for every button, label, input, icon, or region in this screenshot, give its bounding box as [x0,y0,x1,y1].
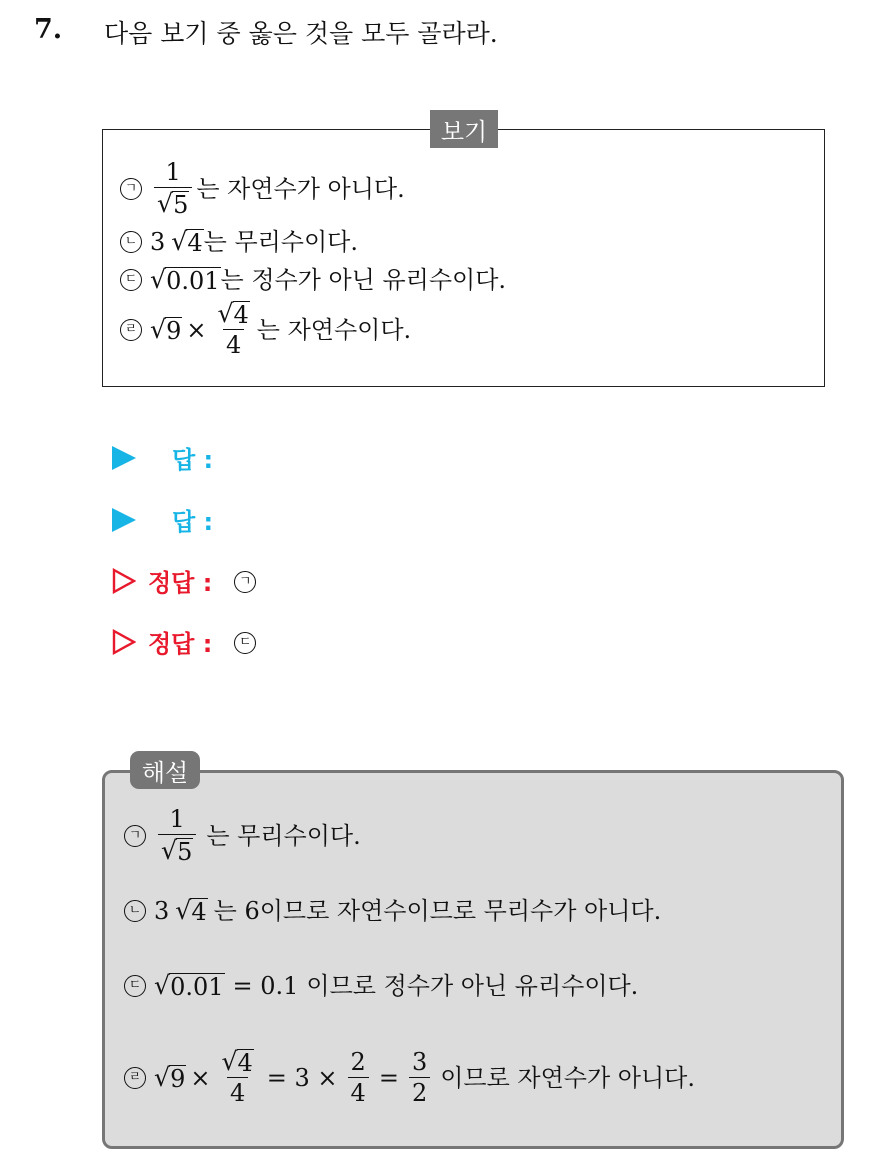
fraction: √ 4 4 [217,299,249,360]
item-text: 이므로 정수가 아닌 유리수이다. [306,972,639,1000]
equation: = 0.1 [232,972,299,1000]
bogi-item-3 [120,267,506,293]
fraction: √ 4 4 [221,1047,253,1108]
bogi-item-1 [120,158,405,220]
outline-triangle-icon [112,629,136,655]
sqrt: √ 9 [150,314,182,345]
item-text: 는 무리수이다. [206,821,361,850]
answer-row-1 [112,440,213,475]
sqrt: √ 4 [221,1047,253,1077]
marker: ㄹ [124,1067,146,1089]
play-triangle-icon [112,508,136,532]
play-triangle-icon [112,446,136,470]
equation-2: = [378,1063,399,1092]
sqrt: √ 9 [154,1062,186,1093]
marker: ㄷ [120,269,142,291]
item-text-2: 이므로 자연수이므로 무리수가 아니다. [259,897,662,925]
item-text: 는 자연수가 아니다. [196,174,405,203]
marker: ㄹ [120,319,142,341]
item-text: 이므로 자연수가 아니다. [440,1063,695,1092]
sqrt: √ 4 [171,227,203,257]
marker: ㄱ [124,825,146,847]
value: 6 [244,897,260,925]
marker: ㄴ [120,231,142,253]
solution-item-3 [124,973,638,999]
answer-label: 답 : [172,508,214,536]
marker: ㄷ [124,975,146,997]
fraction: $\frac{2}{4}$ [348,1050,369,1106]
question-text: 다음 보기 중 옳은 것을 모두 골라라. [104,19,498,48]
answer-row-2 [112,502,213,537]
equation-1: = 3 × [266,1063,338,1092]
marker: ㄱ [234,571,256,593]
solution-item-2 [124,898,661,924]
item-text: 는 자연수이다. [256,315,412,344]
bogi-item-4 [120,301,411,358]
item-text: 는 [213,897,245,925]
coefficient: 3 [154,897,170,925]
outline-triangle-icon [112,568,136,594]
item-text: 는 무리수이다. [203,228,358,256]
sqrt: √ 4 [175,896,207,926]
solution-label: 해설 [130,751,200,789]
correct-row-1 [112,563,264,598]
sqrt: √ 4 [217,299,249,329]
sqrt: √ 0.01 [154,971,224,1001]
bogi-item-2 [120,229,358,255]
question-number: 7. [34,14,63,45]
solution-item-4 [124,1049,695,1106]
bogi-label: 보기 [430,110,498,148]
marker: ㄷ [234,632,256,654]
sqrt: √ 0.01 [150,265,220,295]
fraction: $\frac{3}{2}$ [409,1050,430,1106]
answer-label: 답 : [172,446,214,474]
solution-item-1 [124,805,361,867]
times-sign: × [186,315,207,344]
sqrt: √ 5 [161,836,193,867]
correct-label: 정답 : [148,569,213,597]
fraction: 1 √ 5 [154,160,192,217]
marker: ㄴ [124,900,146,922]
correct-label: 정답 : [148,630,213,658]
marker: ㄱ [120,178,142,200]
fraction: 1 √ 5 [158,807,196,864]
coefficient: 3 [150,228,166,256]
item-text: 는 정수가 아닌 유리수이다. [220,266,507,294]
sqrt: √ 5 [157,189,189,220]
correct-row-2 [112,624,264,659]
times-sign: × [190,1063,211,1092]
